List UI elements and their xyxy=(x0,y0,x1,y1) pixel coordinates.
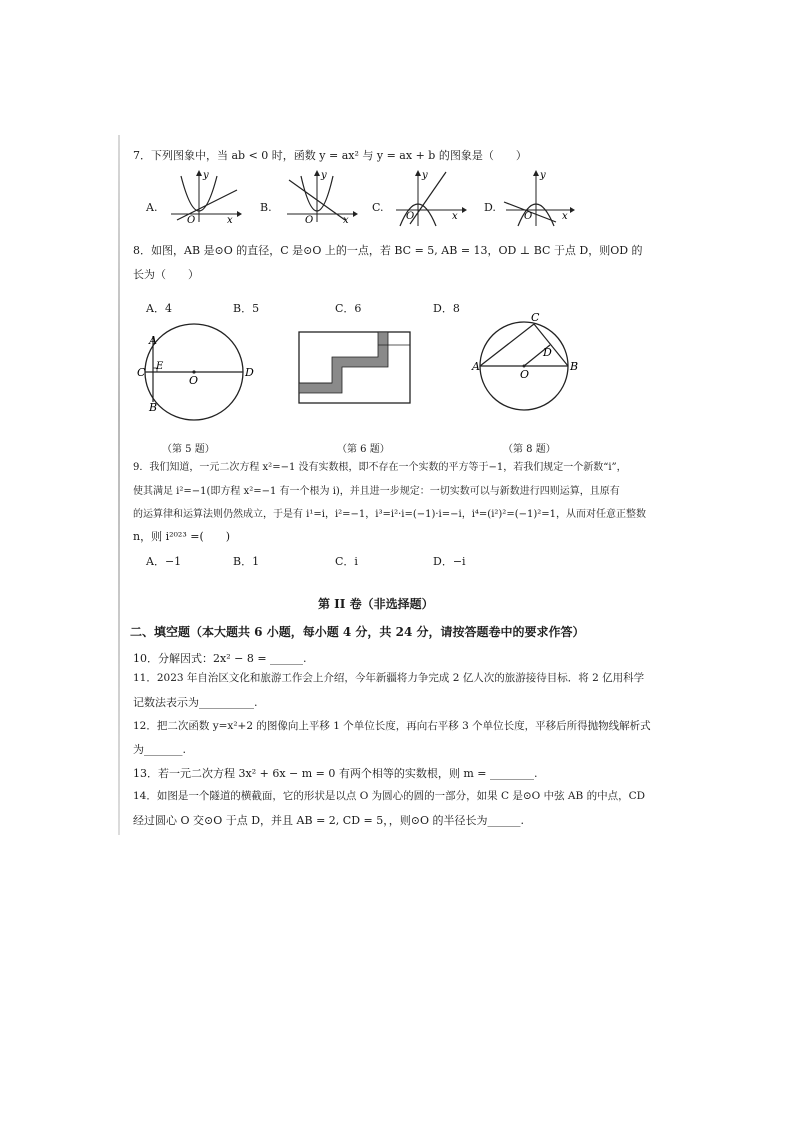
q11-line1: 11．2023 年自治区文化和旅游工作会上介绍，今年新疆将力争完成 2 亿人次的旅游接待目标．将 2 亿用科学 xyxy=(133,672,645,684)
q7a-origin-label: O xyxy=(187,215,196,224)
q8-line2: 长为（ ） xyxy=(133,268,199,281)
fig5-caption: （第 5 题） xyxy=(162,444,215,455)
fig8-label-d: D xyxy=(543,346,552,359)
q9-line4: n，则 i²⁰²³ =( ) xyxy=(133,530,231,543)
figure-6 xyxy=(298,331,412,405)
q8-line1: 8．如图，AB 是⊙O 的直径，C 是⊙O 上的一点，若 BC = 5, AB = 13，OD ⊥ BC 于点 D，则OD 的 xyxy=(133,244,643,257)
q9-line3: 的运算律和运算法则仍然成立，于是有 i¹=i，i²=−1，i³=i²·i=(−1)·i=−i，i⁴=(i²)²=(−1)²=1，从而对任意正整数 xyxy=(133,509,646,520)
scan-edge-shadow xyxy=(118,135,120,835)
fig8-label-a: A xyxy=(472,360,480,373)
q9-option-c: C．i xyxy=(335,555,358,568)
q14-line2: 经过圆心 O 交⊙O 于点 D，并且 AB = 2, CD = 5，，则⊙O 的半径长为______. xyxy=(133,814,524,827)
q14-line1: 14．如图是一个隧道的横截面，它的形状是以点 O 为圆心的圆的一部分，如果 C 是⊙O 中弦 AB 的中点，CD xyxy=(133,790,646,802)
q7c-x-label: x xyxy=(452,211,458,222)
fig5-label-e: E xyxy=(156,361,164,372)
q7b-x-label: x xyxy=(343,215,349,224)
q7-option-b-label: B. xyxy=(260,201,272,214)
q7a-x-label: x xyxy=(227,215,233,224)
q7b-y-label: y xyxy=(321,170,327,181)
fig5-label-d: D xyxy=(245,366,254,379)
q7d-x-label: x xyxy=(562,211,568,222)
fig8-caption: （第 8 题） xyxy=(503,444,556,455)
q7c-origin-label: O xyxy=(406,211,415,222)
fig8-label-c: C xyxy=(531,311,540,324)
figure-5 xyxy=(132,322,262,426)
fig5-label-o: O xyxy=(189,374,199,387)
q9-option-b: B．1 xyxy=(233,555,260,568)
q7-graph-a xyxy=(163,168,243,224)
fig5-label-c: C xyxy=(137,366,146,379)
q8-option-b: B．5 xyxy=(233,302,260,315)
q10-text: 10．分解因式：2x² − 8 = ______. xyxy=(133,652,307,665)
q7a-y-label: y xyxy=(203,170,209,181)
fig8-label-o: O xyxy=(520,368,530,381)
q7c-y-label: y xyxy=(422,170,428,181)
q12-line1: 12．把二次函数 y=x²+2 的图像向上平移 1 个单位长度，再向右平移 3 个单位长度，平移后所得抛物线解析式 xyxy=(133,720,651,732)
q11-line2: 记数法表示为__________. xyxy=(133,696,258,709)
fig8-label-b: B xyxy=(570,360,579,373)
q7-graph-d xyxy=(500,168,580,228)
q7-option-a-label: A. xyxy=(146,201,158,214)
q9-line1: 9．我们知道，一元二次方程 x²=−1 没有实数根，即不存在一个实数的平方等于−1，若我们规定一个新数“i”， xyxy=(133,462,627,473)
q7-stem: 7．下列图象中，当 ab < 0 时，函数 y = ax² 与 y = ax + b 的图象是（ ） xyxy=(133,149,527,162)
q7d-y-label: y xyxy=(540,170,546,181)
q7-option-c-label: C. xyxy=(372,201,384,214)
fill-in-section-heading: 二、填空题（本大题共 6 小题，每小题 4 分，共 24 分，请按答题卷中的要求作答） xyxy=(130,625,585,639)
figure-8 xyxy=(470,308,582,416)
q7-graph-b xyxy=(279,168,359,224)
q7d-origin-label: O xyxy=(524,211,533,222)
fig5-label-b: B xyxy=(149,401,158,414)
q12-line2: 为_______. xyxy=(133,743,186,756)
q7-option-d-label: D. xyxy=(484,201,496,214)
q8-option-c: C．6 xyxy=(335,302,362,315)
q9-option-a: A．−1 xyxy=(146,555,182,568)
q7-graph-c xyxy=(388,168,468,228)
q8-option-a: A．4 xyxy=(146,302,172,315)
fig6-caption: （第 6 题） xyxy=(337,444,390,455)
q9-line2: 使其满足 i²=−1(即方程 x²=−1 有一个根为 i)，并且进一步规定：一切实数可以与新数进行四则运算，且原有 xyxy=(133,486,620,497)
q8-option-d: D．8 xyxy=(433,302,460,315)
q13-text: 13．若一元二次方程 3x² + 6x − m = 0 有两个相等的实数根，则 m = ________. xyxy=(133,767,538,780)
q7b-origin-label: O xyxy=(305,215,314,224)
fig5-label-a: A xyxy=(149,334,157,347)
q9-option-d: D．−i xyxy=(433,555,466,568)
part2-title: 第 II 卷（非选择题） xyxy=(318,597,434,611)
